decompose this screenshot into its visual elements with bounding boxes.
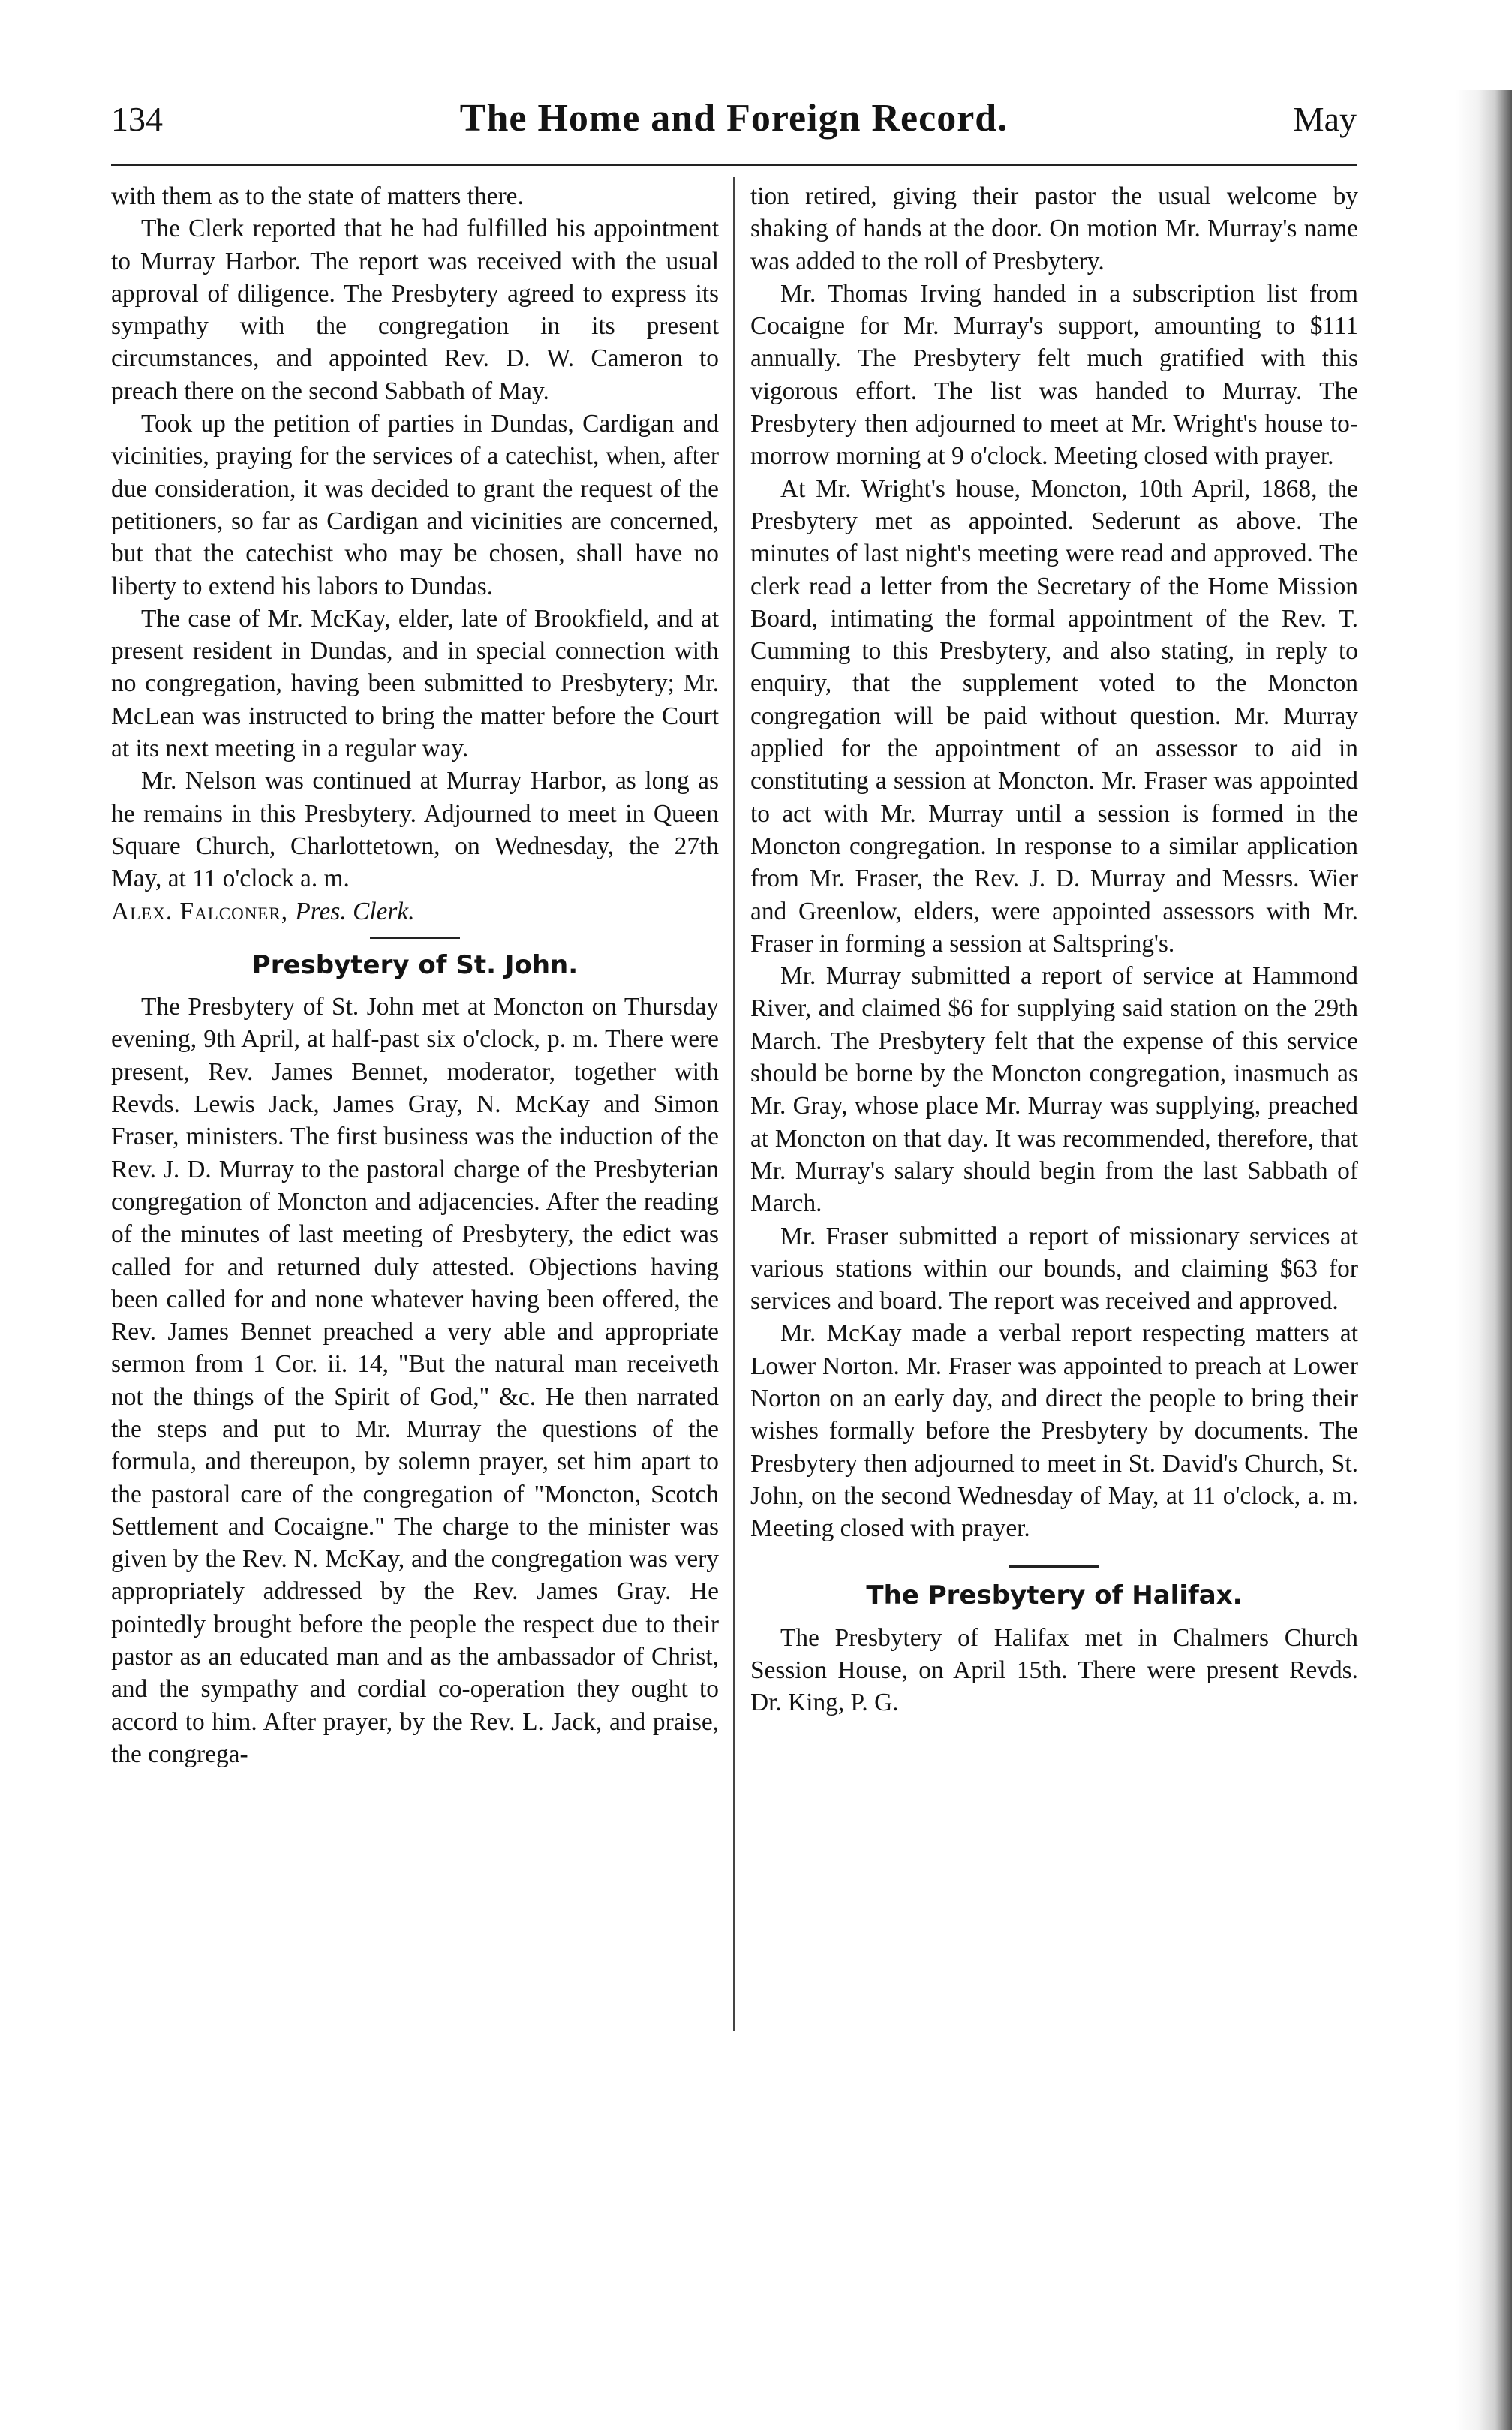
paragraph: Mr. Murray submitted a report of service at Hammond River, and claimed $6 for supplying said station on the 29th March. The Presbytery felt that the expense of this service should be borne by the Moncton congregation, inasmuch as Mr. Gray, whose place Mr. Murray was supplying, preached at Moncton on that day. It was recommended, therefore, that Mr. Murray's salary should begin from the last Sabbath of March. (750, 962, 1358, 1218)
paragraph: Mr. Nelson was continued at Murray Harbor, as long as he remains in this Presbytery. Adjourned to meet in Queen Square Church, Charlottetown, on Wednesday, the 27th May, at 11 o'clock a. m. (111, 767, 719, 893)
running-head (111, 99, 1357, 152)
paragraph: Mr. McKay made a verbal report respecting matters at Lower Norton. Mr. Fraser was appointed to preach at Lower Norton on an early day, and direct the people to bring their wishes formally before the Presbytery by documents. The Presbytery then adjourned to meet in St. David's Church, St. John, on the second Wednesday of May, at 11 o'clock, a. m. Meeting closed with prayer. (750, 1319, 1358, 1543)
paragraph: Mr. Fraser submitted a report of missionary services at various stations within our bounds, and claiming $63 for services and board. The report was received and approved. (750, 1222, 1358, 1316)
signature-role: Pres. Clerk. (295, 897, 415, 925)
right-column (750, 180, 1358, 1719)
signature-name: Alex. Falconer, (111, 897, 289, 925)
paragraph: The Presbytery of Halifax met in Chalmers Church Session House, on April 15th. There were present Revds. Dr. King, P. G. (750, 1623, 1358, 1717)
clerk-signature (111, 895, 719, 928)
section-heading: The Presbytery of Halifax. (866, 1580, 1243, 1611)
paragraph: The Presbytery of St. John met at Moncton on Thursday evening, 9th April, at half-past six o'clock, p. m. There were present, Rev. James Bennet, moderator, together with Revds. Lewis Jack, James Gray, N. McKay and Simon Fraser, ministers. The first business was the induction of the Rev. J. D. Murray to the pastoral charge of the Presbyterian congregation of Moncton and adjacencies. After the reading of the minutes of last meeting of Presbytery, the edict was called for and returned duly attested. Objections having been called for and none whatever having been offered, the Rev. James Bennet preached a very able and appropriate sermon from 1 Cor. ii. 14, "But the natural man receiveth not the things of the Spirit of God," &c. He then narrated the steps and put to Mr. Murray the questions of the formula, and thereupon, by solemn prayer, set him apart to the pastoral care of the congregation of "Moncton, Scotch Settlement and Cocaigne." The charge to the minister was given by the Rev. N. McKay, and the congregation was very appropriately addressed by the Rev. James Gray. He pointedly brought before the people the respect due to their pastor as an educated man and as the ambassador of Christ, and the sympathy and cordial co-operation they ought to accord to him. After prayer, by the Rev. L. Jack, and praise, the congrega- (111, 993, 719, 1768)
paragraph: At Mr. Wright's house, Moncton, 10th April, 1868, the Presbytery met as appointed. Sederunt as above. The minutes of last night's meeting were read and approved. The clerk read a letter from the Secretary of the Home Mission Board, intimating the formal appointment of the Rev. T. Cumming to this Presbytery, and also stating, in reply to enquiry, that the supplement voted to the Moncton congregation will be paid without question. Mr. Murray applied for the appointment of an assessor to aid in constituting a session at Moncton. Mr. Fraser was appointed to act with Mr. Murray until a session is formed in the Moncton congregation. In response to a similar application from Mr. Fraser, the Rev. J. D. Murray and Messrs. Wier and Greenlow, elders, were appointed assessors with Mr. Fraser in forming a session at Saltspring's. (750, 474, 1358, 958)
left-column (111, 180, 719, 1770)
paragraph: Mr. Thomas Irving handed in a subscription list from Cocaigne for Mr. Murray's support, amounting to $111 annually. The Presbytery felt much gratified with this vigorous effort. The list was handed to Murray. The Presbytery then adjourned to meet at Mr. Wright's house to-morrow morning at 9 o'clock. Meeting closed with prayer. (750, 279, 1358, 471)
journal-title: The Home and Foreign Record. (459, 97, 1009, 140)
section-rule (370, 937, 460, 939)
paragraph: The Clerk reported that he had fulfilled his appointment to Murray Harbor. The report was received with the usual approval of diligence. The Presbytery agreed to express its sympathy with the congregation in its present circumstances, and appointed Rev. D. W. Cameron to preach there on the second Sabbath of May. (111, 215, 719, 405)
paragraph: The case of Mr. McKay, elder, late of Brookfield, and at present resident in Dundas, and in special connection with no congregation, having been submitted to Presbytery; Mr. McLean was instructed to bring the matter before the Court at its next meeting in a regular way. (111, 604, 719, 763)
header-rule (111, 164, 1357, 166)
paragraph: Took up the petition of parties in Dundas, Cardigan and vicinities, praying for the services of a catechist, when, after due consideration, it was decided to grant the request of the petitioners, so far as Cardigan and vicinities are concerned, but that the catechist who may be chosen, shall have no liberty to extend his labors to Dundas. (111, 410, 719, 600)
page-edge-shadow (1456, 90, 1512, 2430)
column-divider (733, 177, 735, 2031)
paragraph: with them as to the state of matters there. (111, 182, 524, 210)
section-heading: Presbytery of St. John. (251, 949, 579, 980)
issue-month: May (1293, 100, 1357, 138)
page-number: 134 (111, 100, 163, 138)
section-rule (1009, 1565, 1099, 1568)
paragraph: tion retired, giving their pastor the usual welcome by shaking of hands at the door. On motion Mr. Murray's name was added to the roll of Presbytery. (750, 182, 1358, 275)
